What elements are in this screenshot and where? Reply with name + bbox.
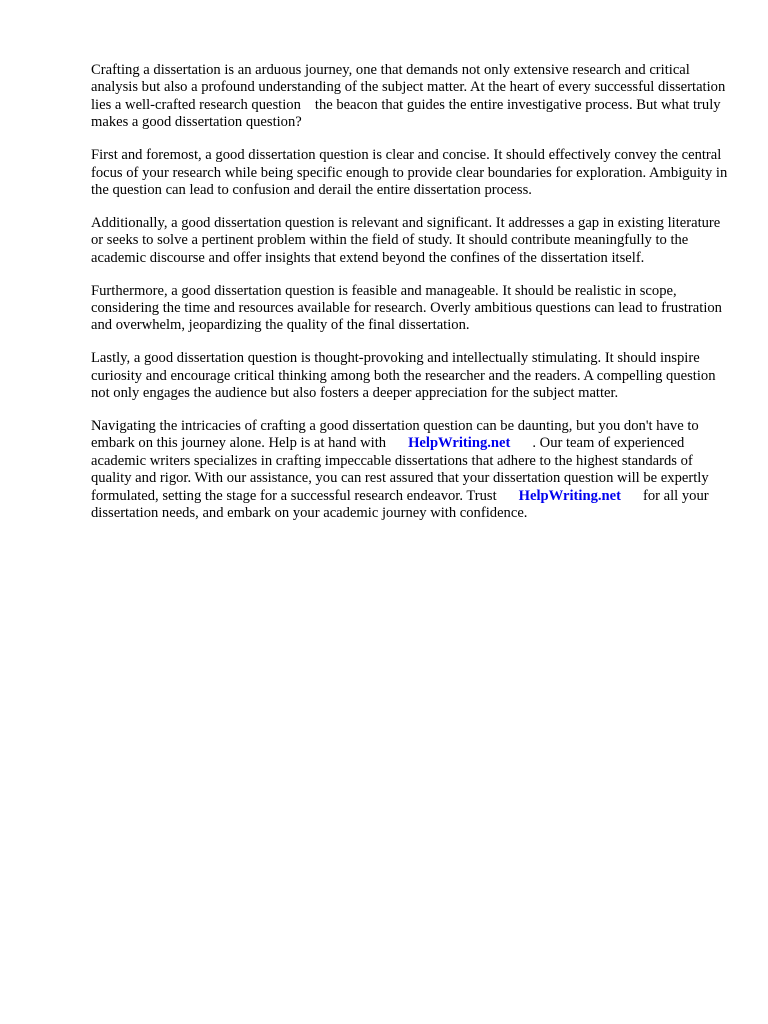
paragraph-clear-concise: First and foremost, a good dissertation question is clear and concise. It should effectively convey the central focus of your research while being specific enough to provide clear boundaries for exploration. Ambiguity in the question can lead to confusion and derail the entire dissertation process. (91, 147, 728, 198)
paragraph-thought-provoking: Lastly, a good dissertation question is thought-provoking and intellectually stimulating. It should inspire curiosity and encourage critical thinking among both the researcher and the readers. A compelling question not only engages the audience but also fosters a deeper appreciation for the subject matter. (91, 350, 716, 402)
paragraph-feasible-manageable: Furthermore, a good dissertation question is feasible and manageable. It should be realistic in scope, considering the time and resources available for research. Overly ambitious questions can lead to frustration and overwhelm, jeopardizing the quality of the final dissertation. (91, 282, 722, 334)
intro-text-part2: the beacon that guides the entire investigative process. But what truly makes a good dissertation question? (91, 96, 721, 131)
conclusion-text-part1: Navigating the intricacies of crafting a good dissertation question can be daunting, but you don't have to embark on this journey alone. Help is at hand with (91, 418, 699, 452)
paragraph-relevant-significant: Additionally, a good dissertation question is relevant and significant. It addresses a gap in existing literature or seeks to solve a pertinent problem within the field of study. It should contribute meaningfully to the academic discourse and offer insights that extend beyond the confines of the dissertation itself. (91, 214, 721, 266)
conclusion-text-part2: . Our team of experienced academic writers specializes in crafting impeccable dissertations that adhere to the highest standards of quality and rigor. With our assistance, you can rest assured that your dissertation question will be expertly formulated, setting the stage for a successful research endeavor. Trust (91, 435, 709, 504)
helpwriting-link-2[interactable]: HelpWriting.net (518, 487, 621, 504)
paragraph-intro (91, 62, 731, 132)
conclusion-text-part3: for all your dissertation needs, and embark on your academic journey with confidence. (91, 487, 709, 522)
helpwriting-link-1[interactable]: HelpWriting.net (408, 435, 511, 452)
document-body (91, 62, 731, 538)
paragraph-conclusion (91, 418, 731, 522)
intro-text-part1: Crafting a dissertation is an arduous journey, one that demands not only extensive research and critical analysis but also a profound understanding of the subject matter. At the heart of every successful dissertation lies a well-crafted research question (91, 62, 726, 113)
